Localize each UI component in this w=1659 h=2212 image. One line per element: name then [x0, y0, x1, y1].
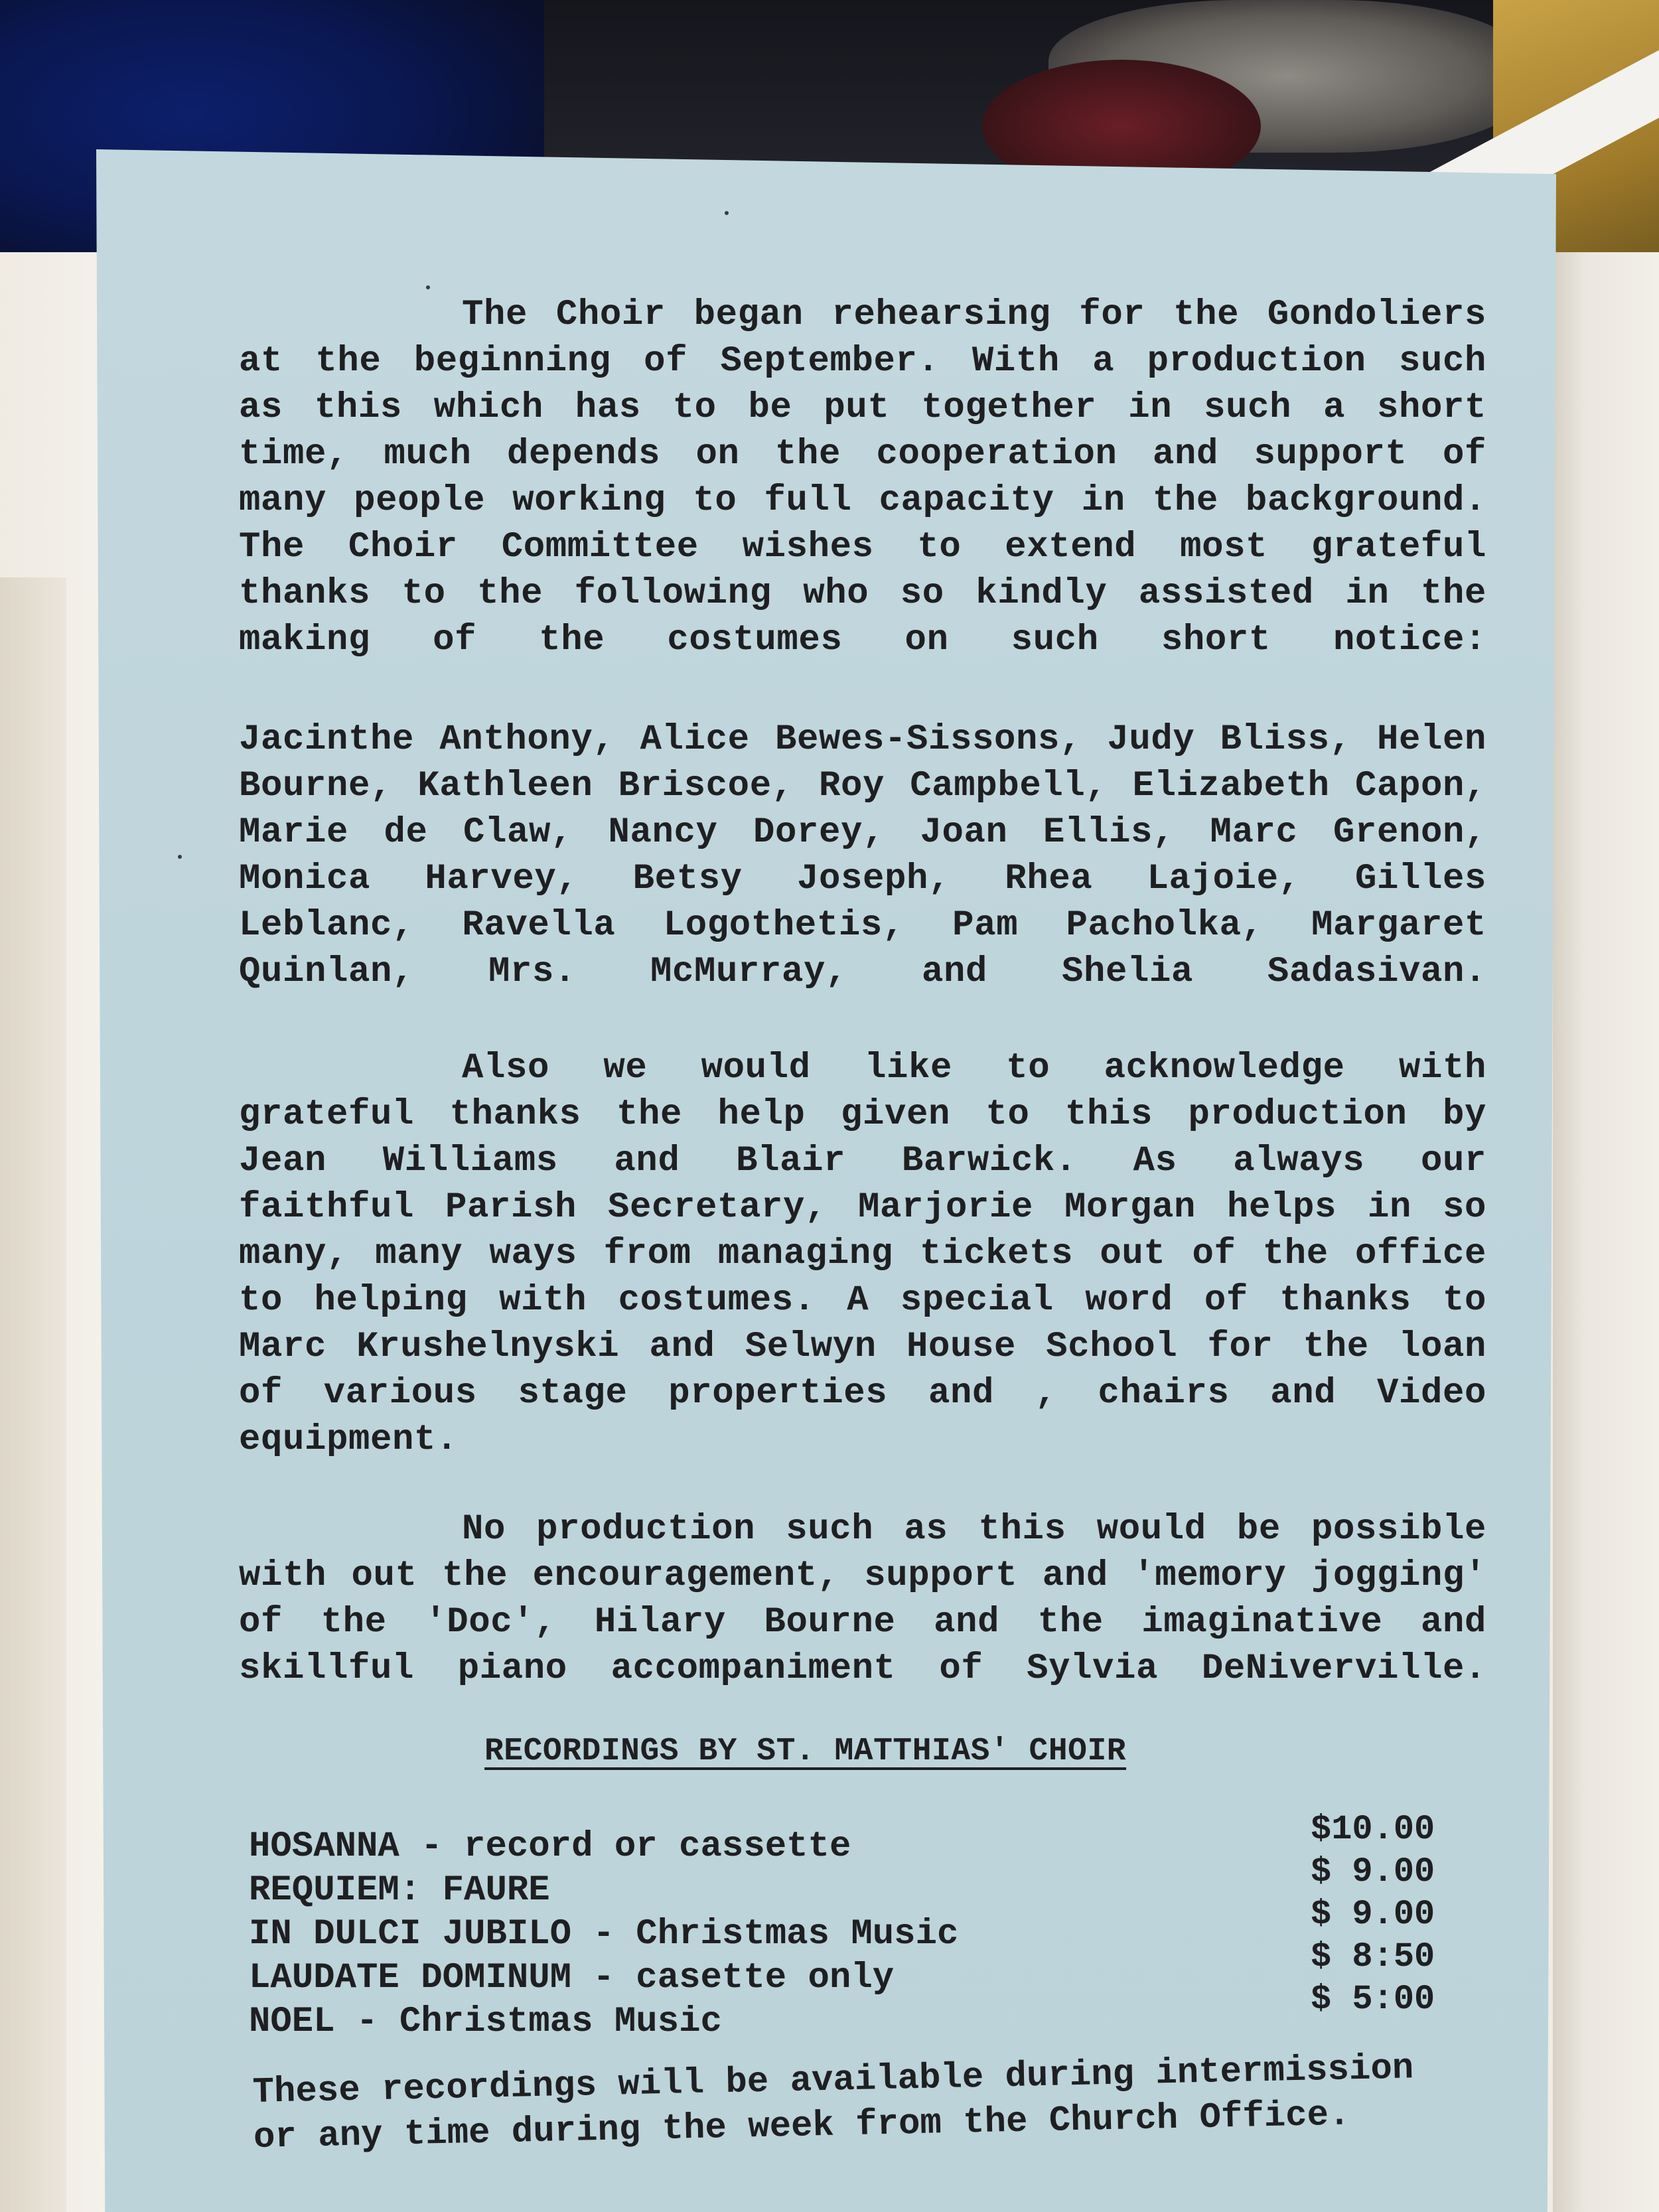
paragraph-costume-helpers — [239, 717, 1486, 995]
recording-title: NOEL - Christmas Music — [249, 2002, 722, 2042]
text-line: as this which has to be put together in such a short — [239, 388, 1486, 428]
text-line: many people working to full capacity in the background. — [239, 480, 1486, 521]
text-line: Also we would like to acknowledge with — [462, 1048, 1486, 1088]
text-line: These recordings will be available during intermission — [252, 2048, 1414, 2113]
text-line: Bourne, Kathleen Briscoe, Roy Campbell, Elizabeth Capon, — [239, 766, 1486, 806]
text-line: No production such as this would be possible — [462, 1509, 1486, 1550]
text-line: to helping with costumes. A special word of thanks to — [239, 1280, 1486, 1321]
text-line: Jean Williams and Blair Barwick. As always our — [239, 1141, 1486, 1181]
recording-title: REQUIEM: FAURE — [249, 1870, 550, 1911]
list-item — [249, 1825, 1443, 1869]
recordings-list — [249, 1825, 1443, 2044]
text-line: of various stage properties and , chairs and Video — [239, 1373, 1486, 1414]
text-line: of the 'Doc', Hilary Bourne and the imaginative and — [239, 1602, 1486, 1643]
recordings-heading: RECORDINGS BY ST. MATTHIAS' CHOIR — [484, 1733, 1127, 1769]
recording-price: $ 9.00 — [1311, 1852, 1435, 1891]
text-line: The Choir Committee wishes to extend most grateful — [239, 527, 1486, 567]
text-line: equipment. — [239, 1420, 459, 1460]
paper-speck — [725, 211, 729, 215]
text-line: with out the encouragement, support and 'memory jogging' — [239, 1556, 1486, 1596]
folder-left-edge — [0, 577, 66, 2212]
paragraph-encouragement — [239, 1507, 1486, 1692]
paper-speck — [426, 285, 430, 289]
recording-price: $ 8:50 — [1311, 1937, 1435, 1976]
folder-right-edge — [1553, 252, 1659, 2212]
text-line: Leblanc, Ravella Logothetis, Pam Pacholka, Margaret — [239, 905, 1486, 946]
text-line: making of the costumes on such short notice: — [239, 620, 1486, 660]
text-line: at the beginning of September. With a production such — [239, 341, 1486, 382]
list-item — [249, 1869, 1443, 1913]
recording-title: HOSANNA - record or cassette — [249, 1826, 851, 1867]
text-line: Marie de Claw, Nancy Dorey, Joan Ellis, Marc Grenon, — [239, 812, 1486, 853]
recording-price: $10.00 — [1311, 1810, 1435, 1849]
text-line: The Choir began rehearsing for the Gondoliers — [462, 295, 1486, 335]
list-item — [249, 1956, 1443, 2000]
recording-price: $ 5:00 — [1311, 1980, 1435, 2019]
text-line: many, many ways from managing tickets out of the office — [239, 1234, 1486, 1274]
text-line: grateful thanks the help given to this production by — [239, 1094, 1486, 1135]
text-line: Quinlan, Mrs. McMurray, and Shelia Sadasivan. — [239, 952, 1486, 992]
recording-price: $ 9.00 — [1311, 1895, 1435, 1934]
text-line: skillful piano accompaniment of Sylvia DeNiverville. — [239, 1649, 1486, 1689]
recording-title: IN DULCI JUBILO - Christmas Music — [249, 1914, 959, 1954]
recordings-prices — [1311, 1808, 1457, 2021]
text-line: faithful Parish Secretary, Marjorie Morgan helps in so — [239, 1187, 1486, 1228]
text-line: Jacinthe Anthony, Alice Bewes-Sissons, Judy Bliss, Helen — [239, 719, 1486, 760]
text-line: time, much depends on the cooperation and support of — [239, 434, 1486, 475]
text-line: or any time during the week from the Church Office. — [253, 2095, 1351, 2158]
list-item — [249, 2000, 1443, 2044]
list-item — [249, 1913, 1443, 1956]
paragraph-acknowledgements — [239, 1045, 1486, 1463]
text-line: Marc Krushelnyski and Selwyn House School for the loan — [239, 1327, 1486, 1367]
paragraph-choir-rehearsal — [239, 292, 1486, 664]
paper-speck — [178, 855, 182, 859]
recording-title: LAUDATE DOMINUM - casette only — [249, 1958, 895, 1998]
text-line: Monica Harvey, Betsy Joseph, Rhea Lajoie, Gilles — [239, 859, 1486, 899]
text-line: thanks to the following who so kindly assisted in the — [239, 573, 1486, 614]
